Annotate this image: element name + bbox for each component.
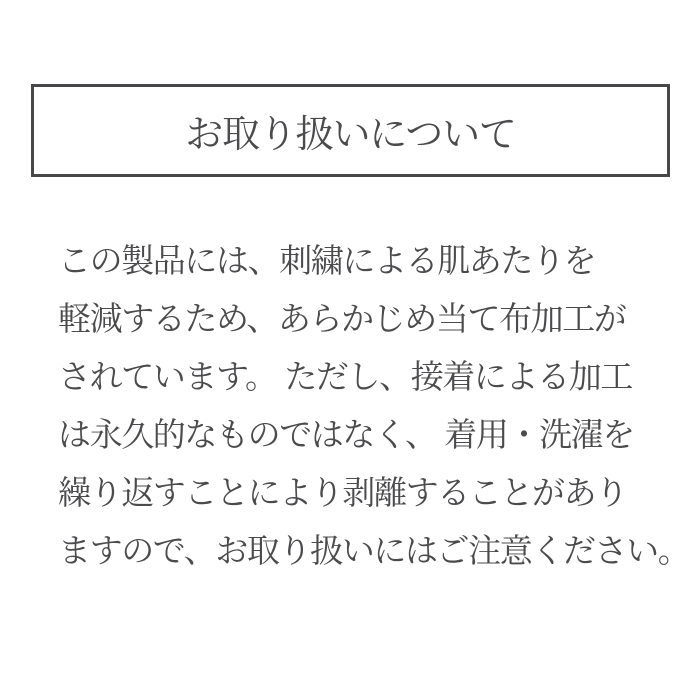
care-notice-text — [58, 232, 690, 580]
text-line: 繰り返すことにより剥離することがあり — [58, 474, 627, 511]
page-title: お取り扱いについて — [185, 114, 516, 156]
text-line: されています。 ただし、接着による加工 — [58, 358, 632, 395]
text-line: は永久的なものではなく、 着用・洗濯を — [58, 416, 634, 453]
handling-title-box — [31, 84, 670, 177]
text-line: 軽減するため、あらかじめ当て布加工が — [58, 300, 626, 337]
text-line: この製品には、刺繍による肌あたりを — [58, 242, 596, 279]
text-line: ますので、お取り扱いにはご注意ください。 — [58, 532, 690, 569]
